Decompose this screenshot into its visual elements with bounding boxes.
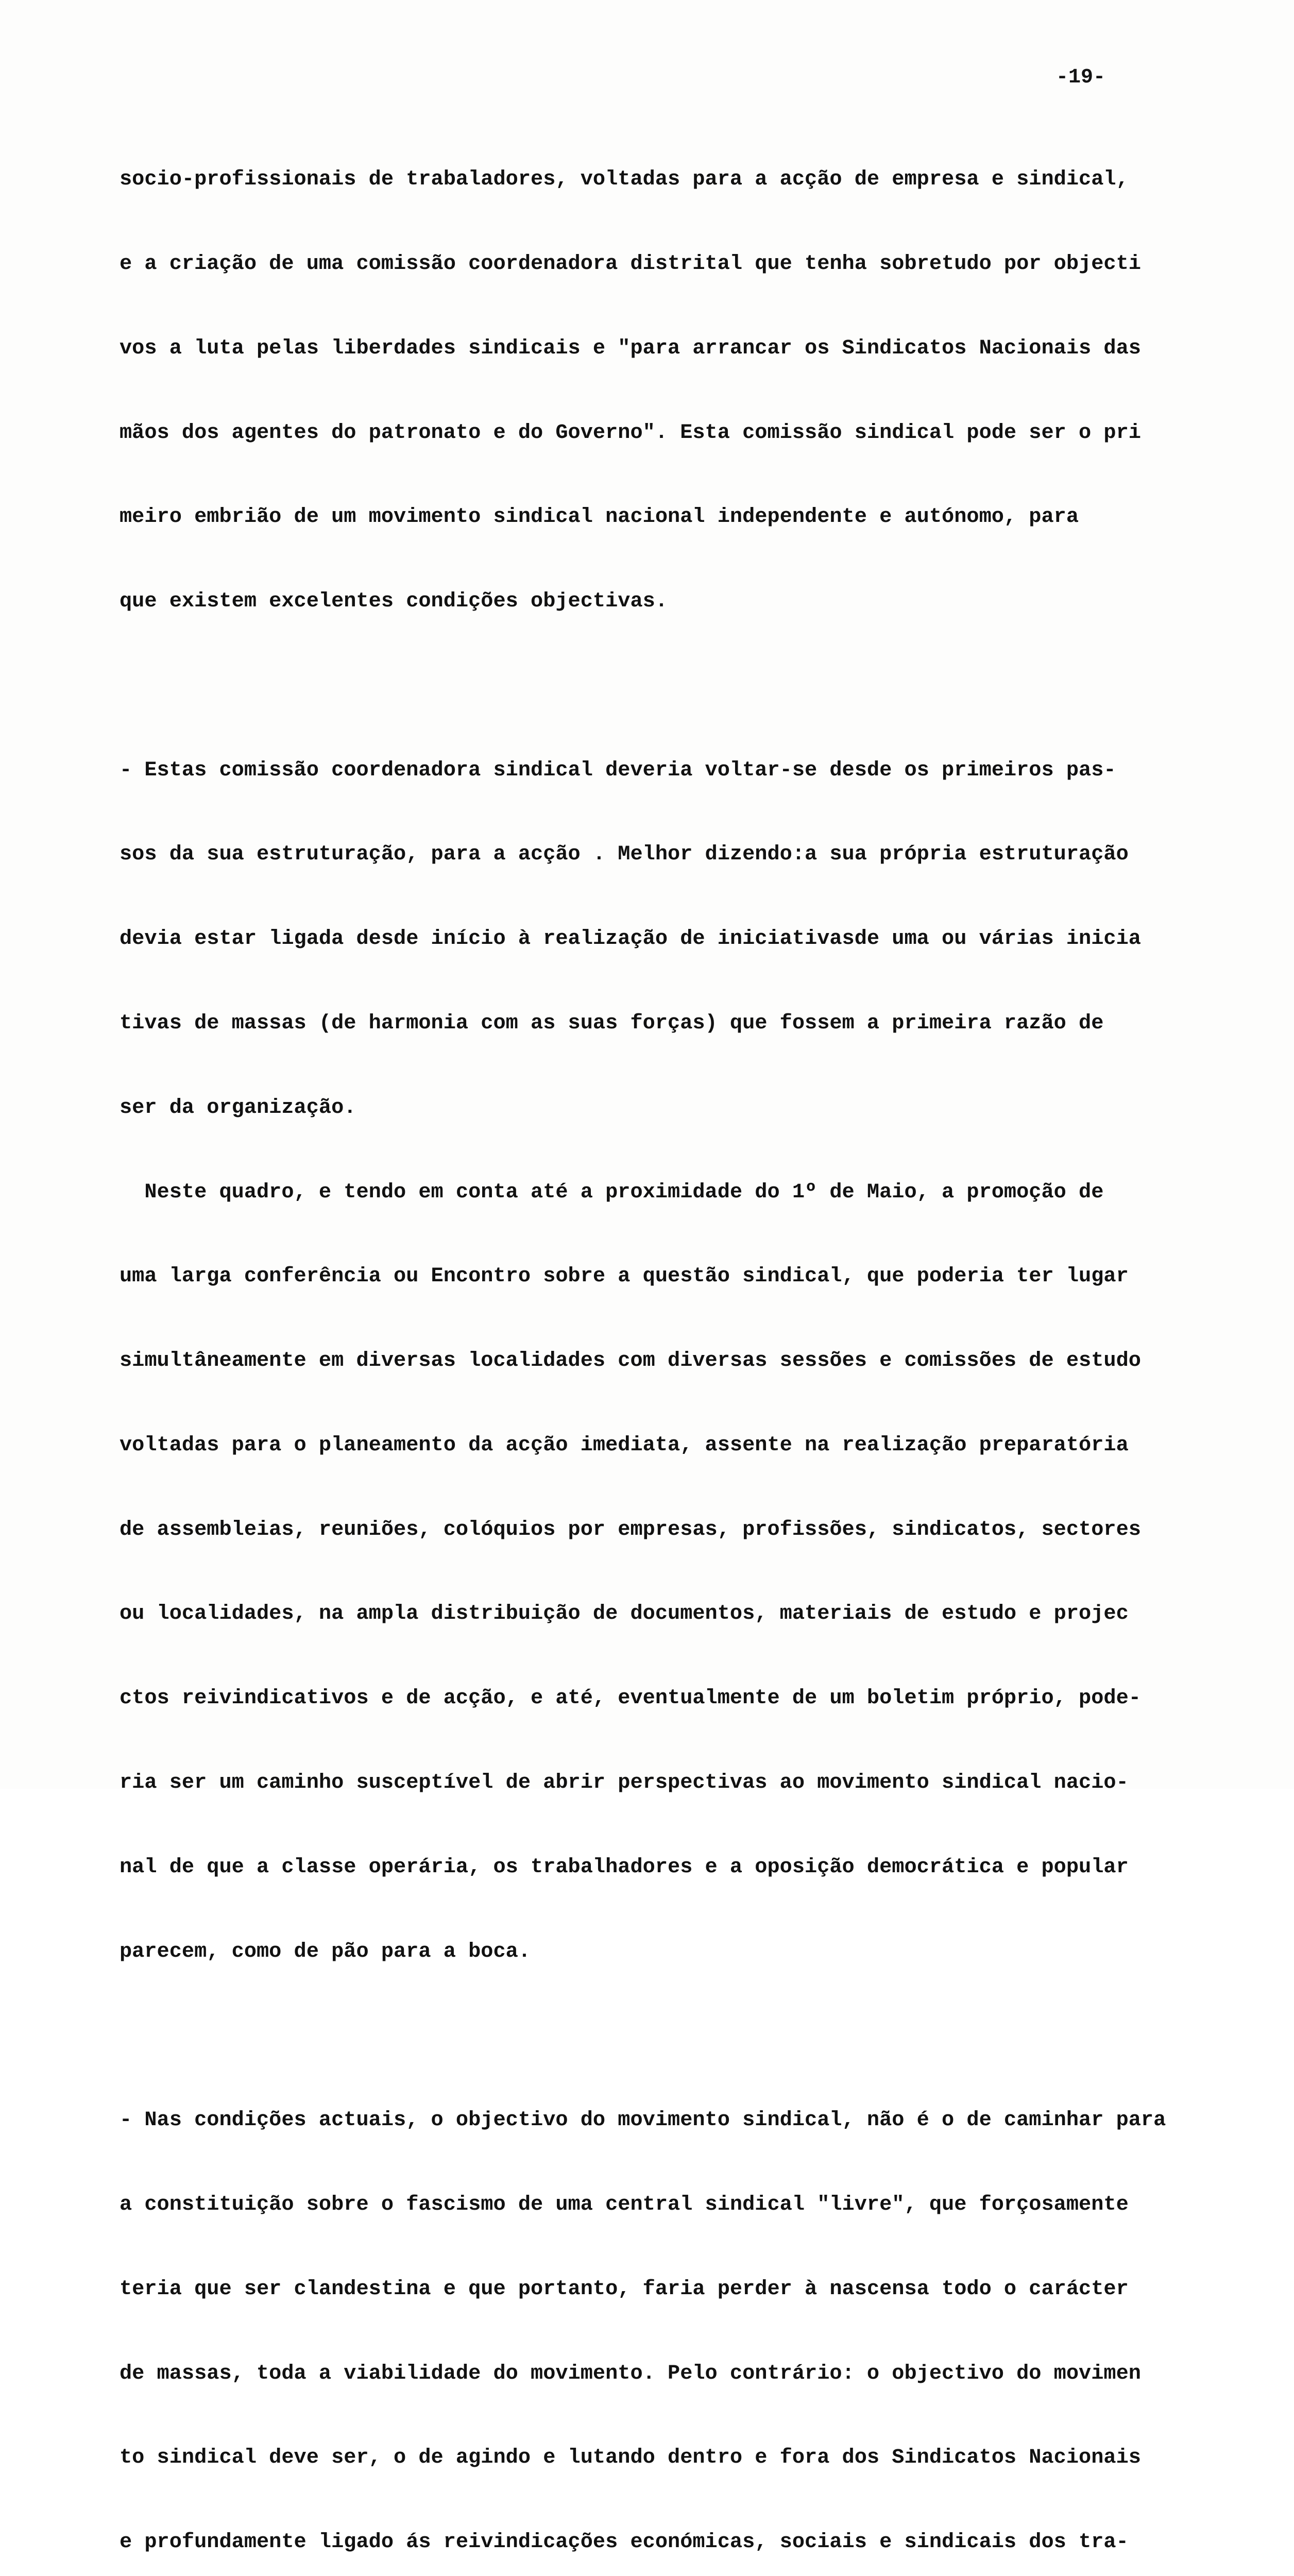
text-line: teria que ser clandestina e que portanto, faria perder à nascensa todo o carácter [120, 2277, 1129, 2301]
paragraph-gap [120, 2022, 1253, 2050]
text-line: tivas de massas (de harmonia com as suas forças) que fossem a primeira razão de [120, 1011, 1104, 1035]
paragraph-gap [120, 672, 1253, 700]
document-body [120, 109, 1253, 2576]
paragraph [120, 2050, 1253, 2576]
text-line: parecem, como de pão para a boca. [120, 1939, 531, 1963]
text-line: vos a luta pelas liberdades sindicais e "para arrancar os Sindicatos Nacionais das [120, 336, 1141, 360]
text-line: ser da organização. [120, 1095, 356, 1120]
paragraph [120, 700, 1253, 2022]
text-line: ctos reivindicativos e de acção, e até, eventualmente de um boletim próprio, pode- [120, 1686, 1141, 1710]
text-line: voltadas para o planeamento da acção imediata, assente na realização preparatória [120, 1433, 1129, 1457]
text-line: socio-profissionais de trabaladores, voltadas para a acção de empresa e sindical, [120, 167, 1129, 192]
text-line: e profundamente ligado ás reivindicações económicas, sociais e sindicais dos tra- [120, 2530, 1129, 2554]
text-line: ria ser um caminho susceptível de abrir perspectivas ao movimento sindical nacio- [120, 1771, 1129, 1795]
paragraph [120, 109, 1253, 672]
text-line: de massas, toda a viabilidade do movimento. Pelo contrário: o objectivo do movimen [120, 2361, 1141, 2385]
text-line: a constituição sobre o fascismo de uma central sindical "livre", que forçosamente [120, 2192, 1129, 2216]
text-line: ou localidades, na ampla distribuição de documentos, materiais de estudo e projec [120, 1602, 1129, 1626]
text-line: meiro embrião de um movimento sindical nacional independente e autónomo, para [120, 505, 1079, 529]
text-line: to sindical deve ser, o de agindo e lutando dentro e fora dos Sindicatos Nacionais [120, 2446, 1141, 2470]
text-line: uma larga conferência ou Encontro sobre a questão sindical, que poderia ter lugar [120, 1264, 1129, 1289]
text-line: - Nas condições actuais, o objectivo do movimento sindical, não é o de caminhar para [120, 2108, 1166, 2132]
text-line: nal de que a classe operária, os trabalhadores e a oposição democrática e popular [120, 1855, 1129, 1879]
text-line: simultâneamente em diversas localidades com diversas sessões e comissões de estudo [120, 1349, 1141, 1373]
page-number: -19- [1056, 66, 1106, 89]
text-line: mãos dos agentes do patronato e do Governo". Esta comissão sindical pode ser o pri [120, 420, 1141, 445]
text-line: - Estas comissão coordenadora sindical deveria voltar-se desde os primeiros pas- [120, 758, 1116, 782]
text-line: Neste quadro, e tendo em conta até a proximidade do 1º de Maio, a promoção de [120, 1180, 1104, 1204]
text-line: devia estar ligada desde início à realização de iniciativasde uma ou várias inicia [120, 927, 1141, 951]
text-line: que existem excelentes condições objectivas. [120, 589, 668, 614]
text-line: sos da sua estruturação, para a acção . Melhor dizendo:a sua própria estruturação [120, 842, 1129, 867]
text-line: e a criação de uma comissão coordenadora distrital que tenha sobretudo por objecti [120, 251, 1141, 276]
text-line: de assembleias, reuniões, colóquios por empresas, profissões, sindicatos, sectores [120, 1517, 1141, 1541]
